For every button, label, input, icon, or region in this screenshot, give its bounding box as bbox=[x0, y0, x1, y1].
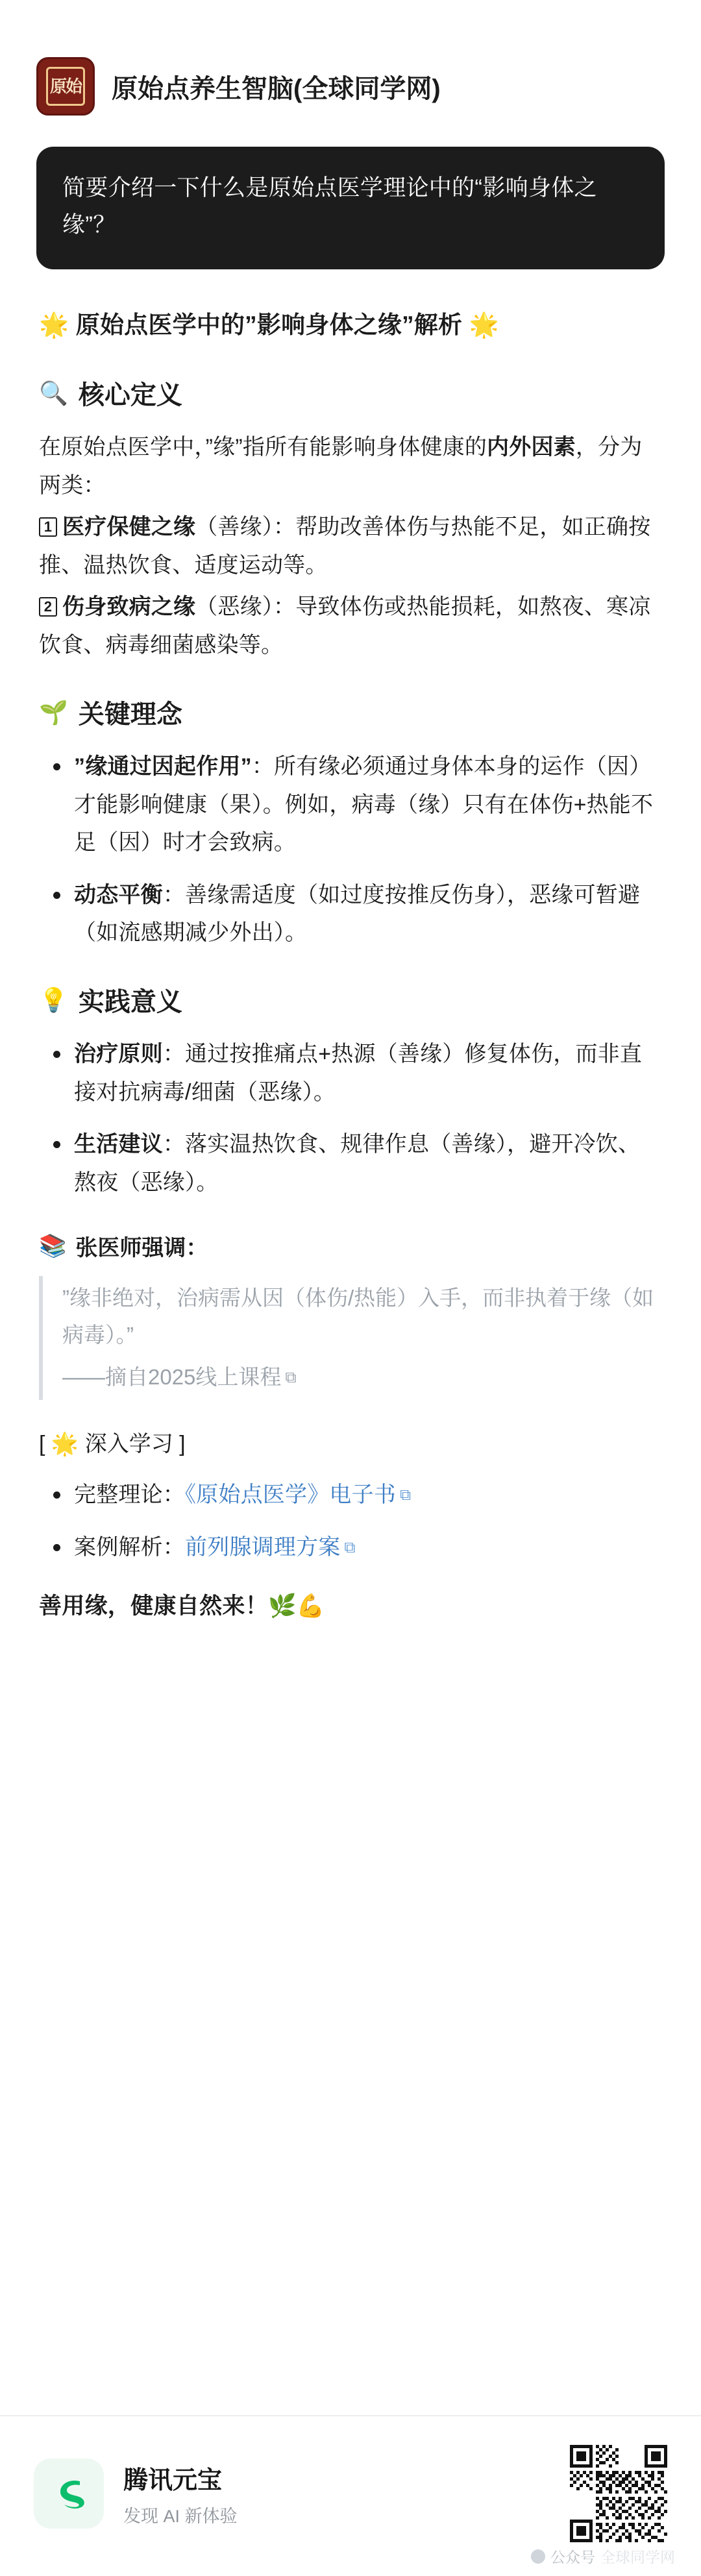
link-full-theory-ebook[interactable] bbox=[185, 1482, 411, 1507]
doctor-note-quote bbox=[39, 1276, 662, 1399]
yuanbao-logo-icon bbox=[34, 2459, 104, 2529]
core-definition-emphasis: 内外因素 bbox=[487, 435, 576, 460]
core-definition-item-1-text: （善缘）：帮助改善体伤与热能不足，如正确按推、温热饮食、适度运动等。 bbox=[39, 515, 651, 578]
doctor-note-label: 张医师强调： bbox=[75, 1236, 208, 1261]
bracket-open: [ bbox=[39, 1431, 45, 1456]
section-heading-label: 核心定义 bbox=[78, 381, 182, 410]
external-link-icon: ⧉ bbox=[344, 1538, 356, 1556]
link-prefix: 案例解析： bbox=[74, 1534, 185, 1560]
app-header bbox=[0, 0, 701, 141]
list-item-text: ：善缘需适度（如过度按推反伤身），恶缘可暂避（如流感期减少外出）。 bbox=[74, 882, 641, 945]
answer-closing-line: 善用缘，健康自然来！🌿💪 bbox=[39, 1593, 325, 1619]
user-message-bubble: 简要介绍一下什么是原始点医学理论中的“影响身体之缘”？ bbox=[36, 147, 665, 269]
list-item-label: 治疗原则 bbox=[74, 1042, 163, 1067]
list-item bbox=[39, 1035, 662, 1111]
list-item bbox=[39, 876, 662, 952]
doctor-note-heading bbox=[39, 1230, 662, 1262]
app-logo-frame bbox=[46, 67, 85, 106]
section-heading-key-concepts bbox=[39, 694, 662, 731]
list-item-label: 生活建议 bbox=[74, 1132, 163, 1157]
brand-name: 腾讯元宝 bbox=[123, 2467, 223, 2494]
core-definition-item-2-text: （恶缘）：导致体伤或热能损耗，如熬夜、寒凉饮食、病毒细菌感染等。 bbox=[39, 595, 651, 657]
link-label: 《原始点医学》电子书 bbox=[185, 1482, 396, 1508]
list-item bbox=[39, 1476, 662, 1514]
core-definition-item-1 bbox=[39, 508, 662, 584]
watermark bbox=[531, 2545, 675, 2567]
deep-learning-label: 深入学习 bbox=[84, 1431, 173, 1456]
doctor-note-source[interactable] bbox=[62, 1359, 662, 1396]
brand-text-block bbox=[123, 2460, 238, 2527]
number-badge-1: 1 bbox=[39, 517, 57, 537]
brand-tagline: 发现 AI 新体验 bbox=[123, 2507, 238, 2526]
user-message-container bbox=[0, 141, 701, 269]
seedling-icon: 🌱 bbox=[39, 698, 68, 726]
link-label: 前列腺调理方案 bbox=[185, 1534, 341, 1560]
core-definition-item-2 bbox=[39, 588, 662, 664]
practical-meaning-list bbox=[39, 1035, 662, 1201]
list-item bbox=[39, 748, 662, 861]
app-footer bbox=[0, 2415, 701, 2576]
bracket-close: ] bbox=[179, 1431, 186, 1456]
list-item bbox=[39, 1528, 662, 1566]
sparkle-icon-right: 🌟 bbox=[469, 312, 499, 339]
deep-learning-heading bbox=[39, 1426, 662, 1464]
list-item-label: ”缘通过因起作用” bbox=[74, 754, 252, 779]
doctor-note-quote-text: ”缘非绝对，治病需从因（体伤/热能）入手，而非执着于缘（如病毒）。” bbox=[62, 1286, 654, 1347]
core-definition-item-1-label: 医疗保健之缘 bbox=[62, 515, 196, 540]
section-heading-practical-meaning bbox=[39, 981, 662, 1018]
page-title: 原始点养生智脑(全球同学网) bbox=[112, 74, 441, 103]
section-heading-label: 关键理念 bbox=[78, 700, 182, 730]
list-item-label: 动态平衡 bbox=[74, 882, 163, 907]
list-item-text: ：所有缘必须通过身体本身的运作（因）才能影响健康（果）。例如，病毒（缘）只有在体伤+热能不足（因）时才会致病。 bbox=[74, 754, 654, 855]
app-logo-label: 原始 bbox=[49, 77, 81, 96]
assistant-answer bbox=[0, 269, 701, 1656]
link-prefix: 完整理论： bbox=[74, 1482, 185, 1508]
list-item-text: ：通过按推痛点+热源（善缘）修复体伤，而非直接对抗病毒/细菌（恶缘）。 bbox=[74, 1042, 643, 1105]
answer-title-text: 原始点医学中的”影响身体之缘”解析 bbox=[75, 312, 463, 339]
doctor-note-source-text: ——摘自2025线上课程 bbox=[62, 1364, 282, 1389]
answer-title bbox=[39, 306, 662, 345]
deep-learning-list bbox=[39, 1476, 662, 1566]
list-item bbox=[39, 1125, 662, 1201]
external-link-icon: ⧉ bbox=[285, 1368, 297, 1386]
number-badge-2: 2 bbox=[39, 597, 57, 617]
link-case-analysis[interactable] bbox=[185, 1535, 356, 1560]
core-definition-paragraph: 在原始点医学中，”缘”指所有能影响身体健康的内外因素，分为两类： bbox=[39, 435, 643, 498]
core-definition-item-2-label: 伤身致病之缘 bbox=[62, 595, 196, 620]
books-icon: 📚 bbox=[39, 1233, 67, 1258]
app-logo-icon bbox=[36, 57, 95, 116]
qr-code[interactable] bbox=[570, 2445, 667, 2542]
watermark-faint-label: 全球同学网 bbox=[600, 2549, 675, 2566]
watermark-label: 公众号 bbox=[550, 2549, 595, 2566]
section-heading-label: 实践意义 bbox=[78, 988, 182, 1017]
external-link-icon: ⧉ bbox=[400, 1486, 412, 1504]
key-concepts-list bbox=[39, 748, 662, 951]
lightbulb-icon: 💡 bbox=[39, 986, 68, 1013]
sparkle-icon-left: 🌟 bbox=[39, 312, 69, 339]
watermark-icon bbox=[531, 2549, 545, 2564]
magnifier-icon: 🔍 bbox=[39, 379, 68, 406]
section-heading-core-definition bbox=[39, 374, 662, 411]
sparkle-icon: 🌟 bbox=[51, 1431, 79, 1456]
list-item-text: ：落实温热饮食、规律作息（善缘），避开冷饮、熬夜（恶缘）。 bbox=[74, 1132, 641, 1195]
